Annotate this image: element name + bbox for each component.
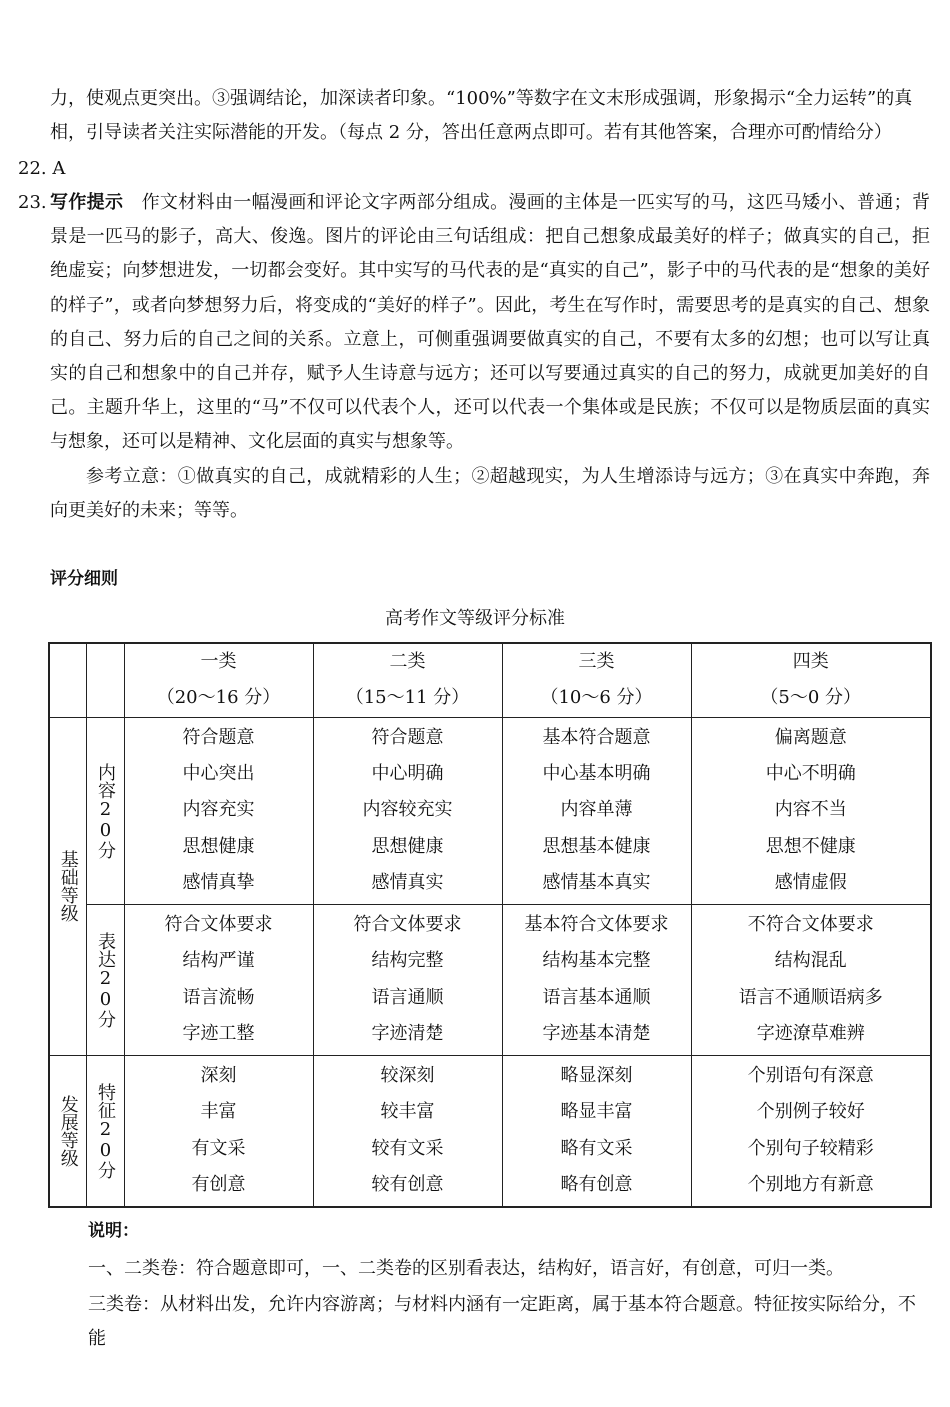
note-line-1: 一、二类卷：符合题意即可，一、二类卷的区别看表达，结构好，语言好，有创意，可归一类。 bbox=[88, 1258, 844, 1279]
writing-tip-text: 作文材料由一幅漫画和评论文字两部分组成。漫画的主体是一匹实写的马，这匹马矮小、普通；背景是一匹马的影子，高大、俊逸。图片的评论由三句话组成：把自己想象成最美好的样子；做真实的自己，拒绝虚妄；向梦想进发，一切都会变好。其中实写的马代表的是“真实的自己”，影子中的马代表的是“想象的美好的样子”，或者向梦想努力后，将变成的“美好的样子”。因此，考生在写作时，需要思考的是真实的自己、想象的自己、努力后的自己之间的关系。立意上，可侧重强调要做真实的自己，不要有太多的幻想；也可以写让真实的自己和想象中的自己并存，赋予人生诗意与远方；还可以写要通过真实的自己的努力，成就更加美好的自己。主题升华上，这里的“马”不仅可以代表个人，还可以代表一个集体或是民族；不仅可以是物质层面的真实与想象，还可以是精神、文化层面的真实与想象等。 bbox=[50, 192, 930, 453]
content-class-1: 符合题意 中心突出 内容充实 思想健康 感情真挚 bbox=[124, 717, 313, 904]
section-title: 评分细则 bbox=[50, 569, 118, 589]
expression-class-2: 符合文体要求 结构完整 语言通顺 字迹清楚 bbox=[313, 904, 502, 1055]
question-23-writing-tip bbox=[50, 186, 930, 460]
header-class-4: 四类 （5～0 分） bbox=[691, 643, 931, 717]
header-empty-1 bbox=[49, 643, 86, 717]
grading-table bbox=[48, 642, 932, 1208]
expression-class-1: 符合文体要求 结构严谨 语言流畅 字迹工整 bbox=[124, 904, 313, 1055]
writing-tip-label: 写作提示 bbox=[50, 192, 124, 213]
feature-class-2: 较深刻 较丰富 较有文采 较有创意 bbox=[313, 1055, 502, 1207]
subgroup-content: 内容20分 bbox=[86, 717, 124, 904]
content-class-4: 偏离题意 中心不明确 内容不当 思想不健康 感情虚假 bbox=[691, 717, 931, 904]
expression-class-4: 不符合文体要求 结构混乱 语言不通顺语病多 字迹潦草难辨 bbox=[691, 904, 931, 1055]
group-basic: 基础等级 bbox=[49, 717, 86, 1055]
notes-title: 说明： bbox=[88, 1221, 139, 1241]
reference-ideas: 参考立意：①做真实的自己，成就精彩的人生；②超越现实，为人生增添诗与远方；③在真实中奔跑，奔向更美好的未来；等等。 bbox=[50, 466, 930, 522]
question-22-answer: A bbox=[52, 158, 66, 179]
feature-class-3: 略显深刻 略显丰富 略有文采 略有创意 bbox=[502, 1055, 691, 1207]
question-22-number: 22. bbox=[18, 158, 47, 179]
feature-class-1: 深刻 丰富 有文采 有创意 bbox=[124, 1055, 313, 1207]
subgroup-feature: 特征20分 bbox=[86, 1055, 124, 1207]
table-row-expression bbox=[49, 904, 931, 1055]
content-class-3: 基本符合题意 中心基本明确 内容单薄 思想基本健康 感情基本真实 bbox=[502, 717, 691, 904]
question-22 bbox=[18, 152, 65, 187]
subgroup-expression: 表达20分 bbox=[86, 904, 124, 1055]
feature-class-4: 个别语句有深意 个别例子较好 个别句子较精彩 个别地方有新意 bbox=[691, 1055, 931, 1207]
header-class-3: 三类 （10～6 分） bbox=[502, 643, 691, 717]
header-class-1: 一类 （20～16 分） bbox=[124, 643, 313, 717]
table-caption: 高考作文等级评分标准 bbox=[385, 608, 565, 629]
content-class-2: 符合题意 中心明确 内容较充实 思想健康 感情真实 bbox=[313, 717, 502, 904]
intro-line-2: 相，引导读者关注实际潜能的开发。（每点 2 分，答出任意两点即可。若有其他答案，合理亦可酌情给分） bbox=[50, 122, 892, 143]
note-line-2: 三类卷：从材料出发，允许内容游离；与材料内涵有一定距离，属于基本符合题意。特征按实际给分，不能 bbox=[88, 1294, 916, 1349]
table-row-feature bbox=[49, 1055, 931, 1207]
expression-class-3: 基本符合文体要求 结构基本完整 语言基本通顺 字迹基本清楚 bbox=[502, 904, 691, 1055]
group-develop: 发展等级 bbox=[49, 1055, 86, 1207]
header-class-2: 二类 （15～11 分） bbox=[313, 643, 502, 717]
intro-line-1: 力，使观点更突出。③强调结论，加深读者印象。“100%”等数字在文末形成强调，形象揭示“全力运转”的真 bbox=[50, 88, 913, 109]
question-23-number: 23. bbox=[18, 192, 47, 213]
table-header-row bbox=[49, 643, 931, 717]
table-row-content bbox=[49, 717, 931, 904]
header-empty-2 bbox=[86, 643, 124, 717]
